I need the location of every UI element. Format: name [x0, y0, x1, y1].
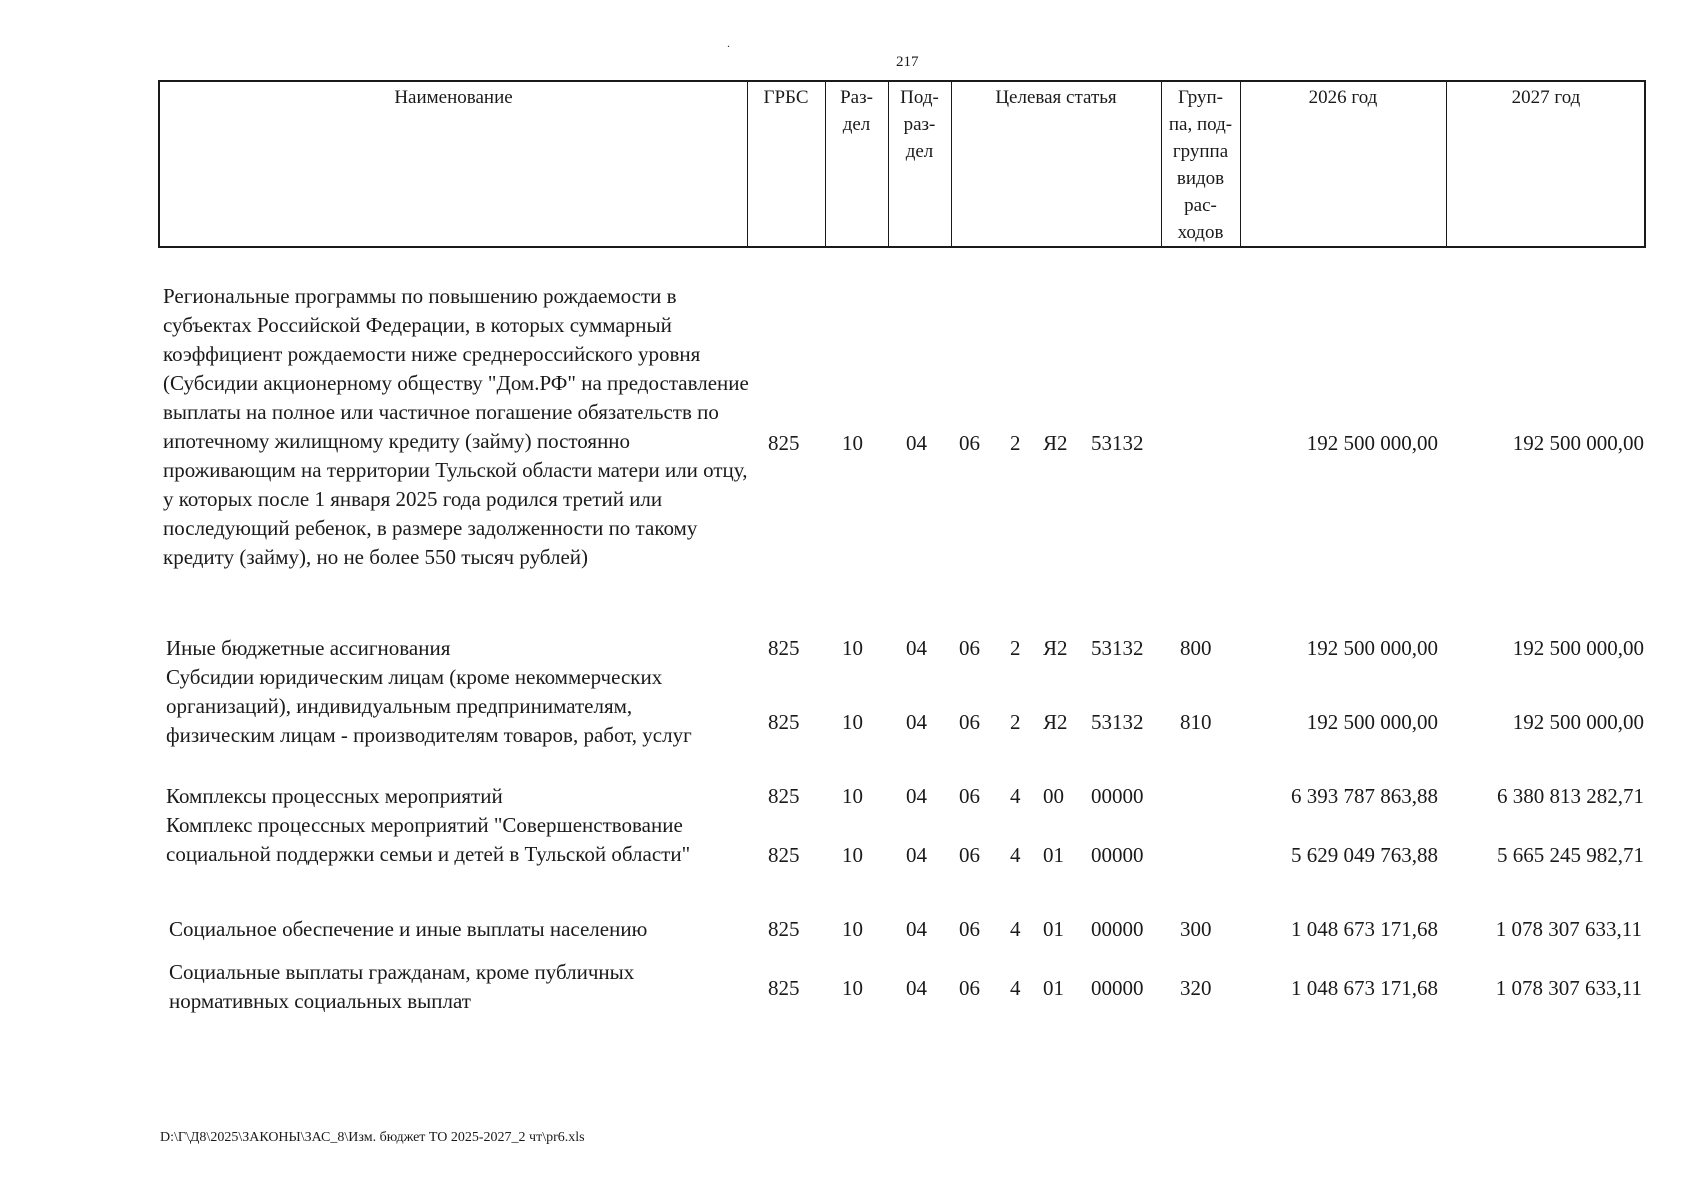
cell-razdel: 10: [842, 917, 863, 941]
cell-target-4: 53132: [1091, 636, 1144, 660]
cell-target-1: 06: [959, 784, 980, 808]
cell-target-1: 06: [959, 843, 980, 867]
row-name: Региональные программы по повышению рождаемости в субъектах Российской Федерации, в которых суммарный коэффициент рождаемости ниже среднероссийского уровня (Субсидии акционерному обществу "Дом.РФ" на предоставление выплаты на полное или частичное погашение обязательств по ипотечному жилищному кредиту (займу) постоянно проживающим на территории Тульской области матери или отцу, у которых после 1 января 2025 года родился третий или последующий ребенок, в размере задолженности по такому кредиту (займу), но не более 550 тысяч рублей): [163, 284, 749, 569]
cell-2026: 192 500 000,00: [1306, 710, 1438, 734]
cell-group: 810: [1180, 710, 1212, 734]
cell-group: 800: [1180, 636, 1212, 660]
cell-razdel: 10: [842, 710, 863, 734]
row-name: Социальное обеспечение и иные выплаты населению: [169, 917, 648, 941]
cell-target-2: 4: [1010, 917, 1021, 941]
cell-target-3: 00: [1043, 784, 1064, 808]
cell-target-3: 01: [1043, 917, 1064, 941]
cell-grbs: 825: [768, 710, 800, 734]
cell-2027: 6 380 813 282,71: [1497, 784, 1644, 808]
cell-grbs: 825: [768, 976, 800, 1000]
cell-grbs: 825: [768, 784, 800, 808]
cell-target-4: 00000: [1091, 843, 1144, 867]
cell-target-1: 06: [959, 636, 980, 660]
header-razdel: Раз- дел: [840, 87, 873, 135]
cell-2026: 5 629 049 763,88: [1291, 843, 1438, 867]
row-name: Иные бюджетные ассигнования: [166, 636, 451, 660]
cell-target-2: 4: [1010, 784, 1021, 808]
top-mark: .: [727, 36, 730, 50]
cell-target-3: Я2: [1043, 636, 1068, 660]
cell-podrazdel: 04: [906, 976, 927, 1000]
cell-target-1: 06: [959, 431, 980, 455]
cell-podrazdel: 04: [906, 917, 927, 941]
cell-2027: 192 500 000,00: [1512, 636, 1644, 660]
cell-target-4: 00000: [1091, 917, 1144, 941]
cell-group: 300: [1180, 917, 1212, 941]
cell-2027: 1 078 307 633,11: [1495, 976, 1642, 1000]
cell-target-2: 2: [1010, 431, 1021, 455]
cell-grbs: 825: [768, 843, 800, 867]
cell-podrazdel: 04: [906, 431, 927, 455]
cell-2027: 1 078 307 633,11: [1495, 917, 1642, 941]
cell-razdel: 10: [842, 431, 863, 455]
cell-group: 320: [1180, 976, 1212, 1000]
cell-2027: 192 500 000,00: [1512, 431, 1644, 455]
cell-2026: 6 393 787 863,88: [1291, 784, 1438, 808]
cell-2027: 192 500 000,00: [1512, 710, 1644, 734]
cell-razdel: 10: [842, 976, 863, 1000]
table-header: [158, 80, 1646, 248]
cell-podrazdel: 04: [906, 843, 927, 867]
cell-grbs: 825: [768, 917, 800, 941]
cell-target-1: 06: [959, 917, 980, 941]
header-podrazdel: Под- раз- дел: [900, 87, 939, 162]
cell-target-3: 01: [1043, 976, 1064, 1000]
cell-grbs: 825: [768, 636, 800, 660]
cell-target-2: 2: [1010, 710, 1021, 734]
cell-target-3: Я2: [1043, 431, 1068, 455]
page-number: 217: [896, 54, 919, 70]
cell-target-4: 00000: [1091, 976, 1144, 1000]
cell-target-4: 53132: [1091, 710, 1144, 734]
cell-razdel: 10: [842, 843, 863, 867]
cell-grbs: 825: [768, 431, 800, 455]
header-2026: 2026 год: [1308, 87, 1378, 108]
cell-target-2: 2: [1010, 636, 1021, 660]
cell-podrazdel: 04: [906, 636, 927, 660]
row-name: Социальные выплаты гражданам, кроме публичных нормативных социальных выплат: [169, 960, 635, 1013]
cell-target-1: 06: [959, 976, 980, 1000]
cell-razdel: 10: [842, 784, 863, 808]
cell-podrazdel: 04: [906, 784, 927, 808]
cell-target-1: 06: [959, 710, 980, 734]
cell-2027: 5 665 245 982,71: [1497, 843, 1644, 867]
cell-target-2: 4: [1010, 976, 1021, 1000]
cell-podrazdel: 04: [906, 710, 927, 734]
cell-target-3: 01: [1043, 843, 1064, 867]
row-name: Комплекс процессных мероприятий "Совершенствование социальной поддержки семьи и детей в Тульской области": [166, 813, 691, 866]
cell-target-4: 00000: [1091, 784, 1144, 808]
cell-target-3: Я2: [1043, 710, 1068, 734]
cell-2026: 1 048 673 171,68: [1291, 917, 1438, 941]
cell-2026: 1 048 673 171,68: [1291, 976, 1438, 1000]
header-2027: 2027 год: [1511, 87, 1581, 108]
header-grbs: ГРБС: [763, 87, 809, 108]
cell-target-4: 53132: [1091, 431, 1144, 455]
header-group: Груп- па, под- группа видов рас- ходов: [1168, 87, 1233, 243]
header-name: Наименование: [394, 87, 513, 108]
cell-razdel: 10: [842, 636, 863, 660]
row-name: Субсидии юридическим лицам (кроме некоммерческих организаций), индивидуальным предпринимателям, физическим лицам - производителям товаров, работ, услуг: [166, 665, 692, 747]
row-name: Комплексы процессных мероприятий: [166, 784, 503, 808]
cell-target-2: 4: [1010, 843, 1021, 867]
cell-2026: 192 500 000,00: [1306, 431, 1438, 455]
header-target: Целевая статья: [995, 87, 1117, 108]
cell-2026: 192 500 000,00: [1306, 636, 1438, 660]
file-path-footer: D:\Г\Д8\2025\ЗАКОНЫ\ЗАС_8\Изм. бюджет ТО 2025-2027_2 чт\pr6.xls: [160, 1130, 585, 1145]
